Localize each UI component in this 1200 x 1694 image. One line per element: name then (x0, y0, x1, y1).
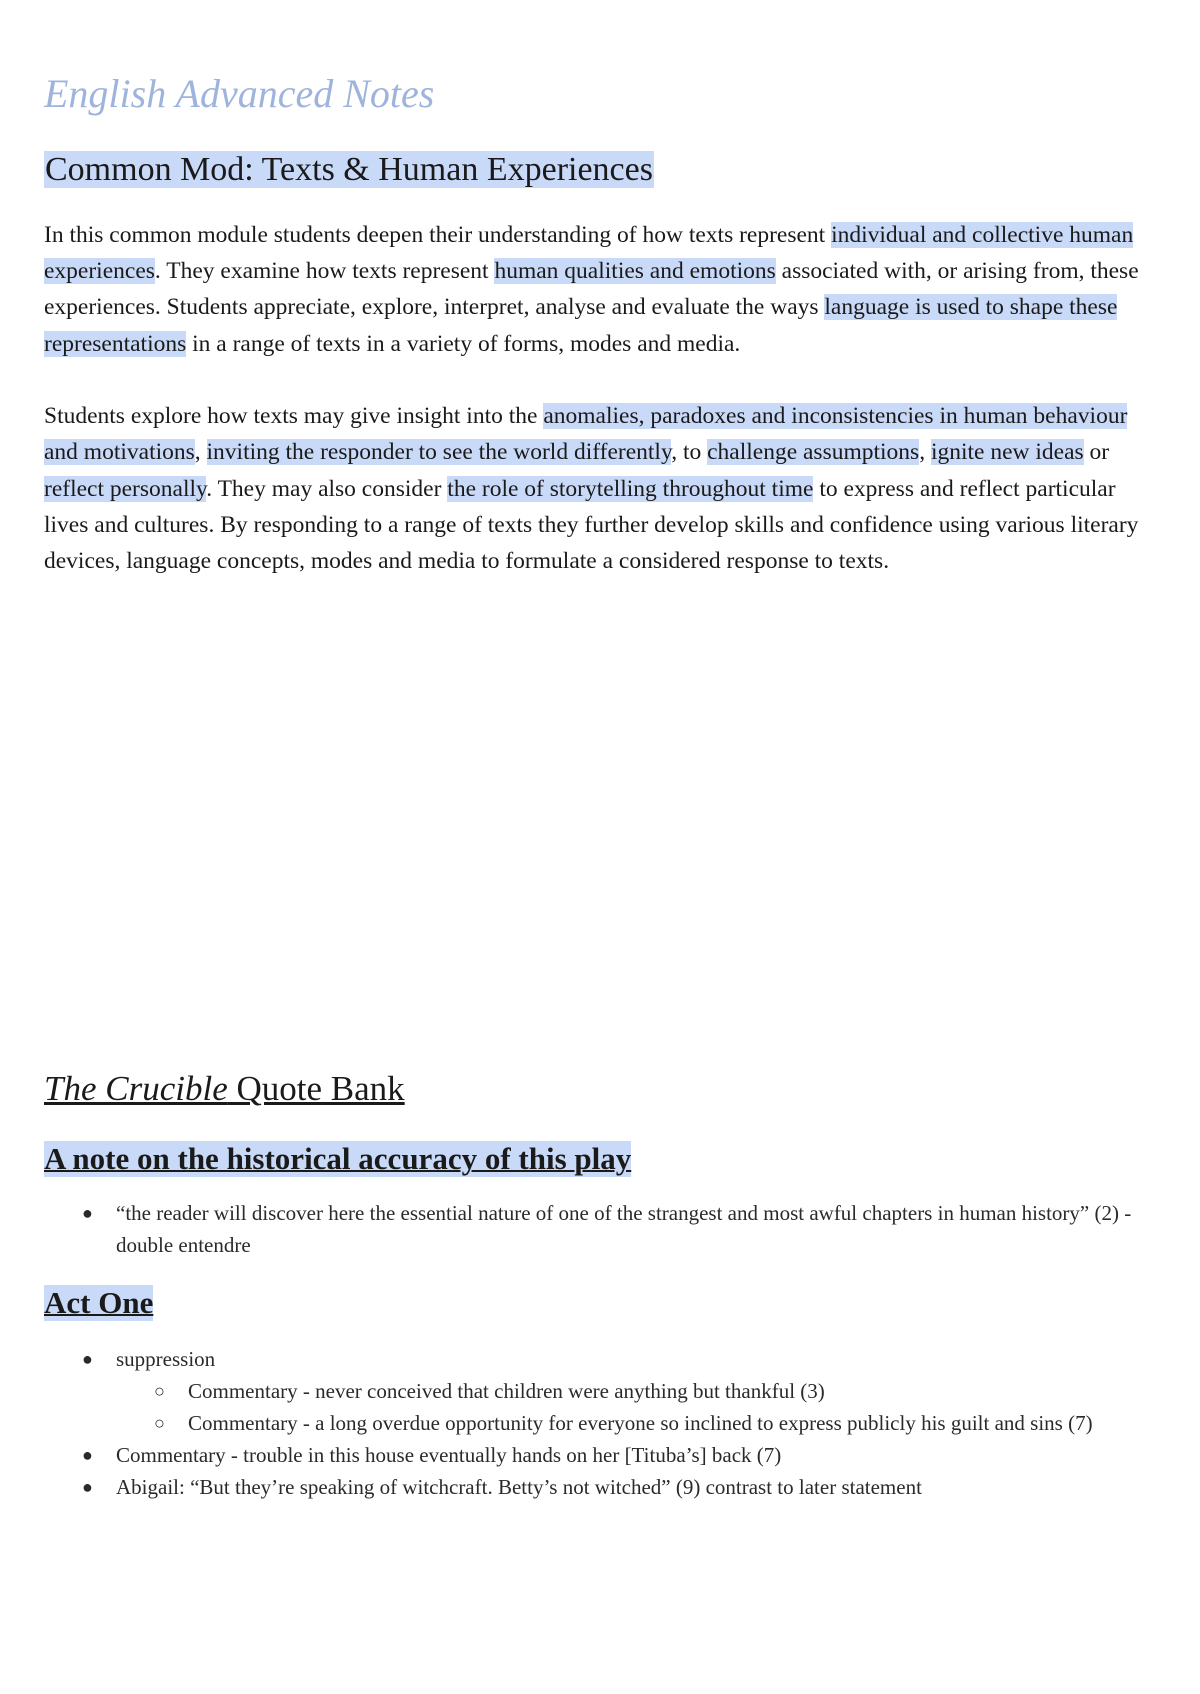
hollow-bullet-icon: ○ (154, 1412, 165, 1433)
paragraph-text: , to (671, 439, 708, 466)
highlighted-text: anomalies, paradoxes and inconsistencies in human behaviour and motivations (44, 402, 1128, 466)
highlighted-text: individual and collective human experiences (44, 221, 1134, 285)
act-one-list (44, 1343, 1134, 1503)
paragraph-text: or (1083, 439, 1110, 466)
bullet-icon: ● (82, 1348, 93, 1369)
list-item-text: Commentary - trouble in this house eventually hands on her [Tituba’s] back (7) (116, 1442, 782, 1467)
paragraph-text: Students explore how texts may give insight into the (44, 402, 544, 429)
blank-space (44, 579, 1156, 1069)
hollow-bullet-icon: ○ (154, 1380, 165, 1401)
paragraph-text: , (919, 439, 931, 466)
sub-list-item-text: Commentary - a long overdue opportunity for everyone so inclined to express publicly his guilt and sins (7) (188, 1410, 1093, 1435)
common-module-heading (44, 150, 1156, 191)
common-module-paragraph-1 (44, 217, 1156, 362)
highlighted-text: language is used to shape these representations (44, 294, 1118, 357)
highlighted-text: the role of storytelling throughout time (447, 475, 814, 502)
bullet-icon: ● (82, 1444, 93, 1465)
sub-list-item-text: Commentary - never conceived that children were anything but thankful (3) (188, 1378, 825, 1403)
paragraph-text: associated with, or arising from, these experiences. Students appreciate, explore, interpret, analyse and evaluate the ways (44, 258, 1139, 321)
highlighted-text: challenge assumptions (707, 439, 920, 466)
paragraph-text: , (194, 439, 207, 466)
list-item (82, 1343, 1134, 1439)
quote-bank-title (44, 1069, 1156, 1109)
list-item (82, 1471, 1134, 1503)
highlighted-text: human qualities and emotions (494, 258, 776, 285)
act-one-heading: Act One (44, 1285, 154, 1321)
sub-list (116, 1375, 1134, 1439)
quote-bank-title-italic: The Crucible (44, 1069, 228, 1109)
paragraph-text: . They examine how texts represent (154, 258, 495, 285)
quote-bank-title-rest: Quote Bank (227, 1069, 405, 1109)
highlighted-text: inviting the responder to see the world differently (206, 439, 672, 466)
historical-note-list (44, 1197, 1134, 1261)
common-module-heading-text: Common Mod: Texts & Human Experiences (45, 151, 653, 188)
paragraph-text: In this common module students deepen their understanding of how texts represent (44, 221, 832, 248)
highlighted-text: ignite new ideas (930, 439, 1084, 466)
list-item-text: Abigail: “But they’re speaking of witchcraft. Betty’s not witched” (9) contrast to later statement (116, 1474, 922, 1499)
historical-note-section (44, 1141, 1156, 1177)
sub-list-item (154, 1375, 1134, 1407)
list-item-text: “the reader will discover here the essential nature of one of the strangest and most awful chapters in human history” (2) - double entendre (116, 1201, 1132, 1258)
document-title: English Advanced Notes (44, 71, 435, 116)
paragraph-text: to express and reflect particular lives and cultures. By responding to a range of texts they further develop skills and confidence using various literary devices, language concepts, modes and media to formulate a considered response to texts. (44, 475, 1139, 575)
act-one-section (44, 1285, 1156, 1321)
common-module-paragraph-2 (44, 398, 1156, 579)
highlighted-text: reflect personally (44, 475, 207, 502)
sub-list-item (154, 1407, 1134, 1439)
bullet-icon: ● (82, 1203, 93, 1224)
bullet-icon: ● (82, 1476, 93, 1497)
historical-note-heading: A note on the historical accuracy of this play (44, 1141, 632, 1177)
list-item-text: suppression (116, 1346, 216, 1371)
list-item (82, 1197, 1134, 1261)
list-item (82, 1439, 1134, 1471)
paragraph-text: . They may also consider (206, 475, 448, 502)
paragraph-text: in a range of texts in a variety of forms, modes and media. (186, 330, 741, 357)
